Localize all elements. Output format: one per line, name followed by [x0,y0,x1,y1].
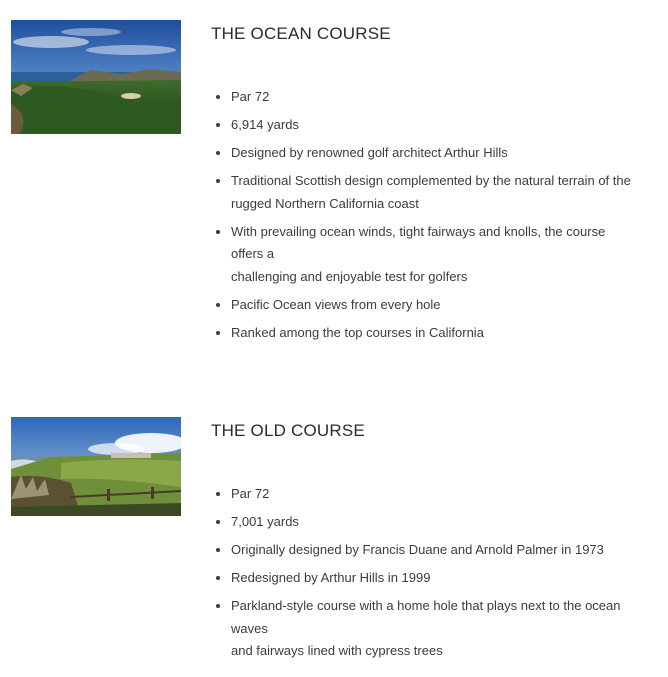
old-course-features [211,483,661,668]
feature-text: 6,914 yards [231,117,299,132]
ocean-course-title: THE OCEAN COURSE [211,24,391,43]
feature-text: challenging and enjoyable test for golfers [231,268,468,284]
feature-text: Parkland-style course with a home hole that plays next to the ocean [231,598,621,613]
list-item [211,86,661,109]
list-item [211,294,661,317]
feature-text: Designed by renowned golf architect Arthur Hills [231,145,508,160]
list-item [211,567,661,590]
bullet-icon [216,95,220,99]
list-item [211,483,661,506]
list-item [211,170,661,215]
list-item [211,142,661,165]
bullet-icon [216,492,220,496]
ocean-course-image [11,20,181,134]
bullet-icon [216,230,220,234]
list-item [211,595,661,663]
bullet-icon [216,548,220,552]
feature-text: 7,001 yards [231,514,299,529]
feature-text: Pacific Ocean views from every hole [231,296,441,312]
list-item [211,322,661,345]
old-course-image [11,417,181,516]
feature-text: Traditional Scottish design complemented by the natural terrain of the [231,173,631,188]
bullet-icon [216,123,220,127]
bullet-icon [216,151,220,155]
list-item [211,221,661,289]
feature-text: waves [231,620,268,636]
feature-text: Par 72 [231,486,270,501]
feature-text: Originally designed by Francis Duane and Arnold Palmer in 1973 [231,542,604,557]
feature-text: Redesigned by Arthur Hills in 1999 [231,570,431,585]
old-course-title: THE OLD COURSE [211,421,365,440]
list-item [211,511,661,534]
feature-text: offers a [231,246,275,261]
feature-text: rugged Northern California coast [231,195,419,211]
list-item [211,539,661,562]
list-item [211,114,661,137]
bullet-icon [216,576,220,580]
bullet-icon [216,604,220,608]
ocean-course-features [211,86,661,350]
feature-text: With prevailing ocean winds, tight fairways and knolls, the course [231,223,606,239]
bullet-icon [216,179,220,183]
bullet-icon [216,303,220,307]
feature-text: Par 72 [231,89,270,104]
bullet-icon [216,331,220,335]
feature-text: Ranked among the top courses in California [231,324,484,340]
bullet-icon [216,520,220,524]
feature-text: and fairways lined with cypress trees [231,643,443,658]
